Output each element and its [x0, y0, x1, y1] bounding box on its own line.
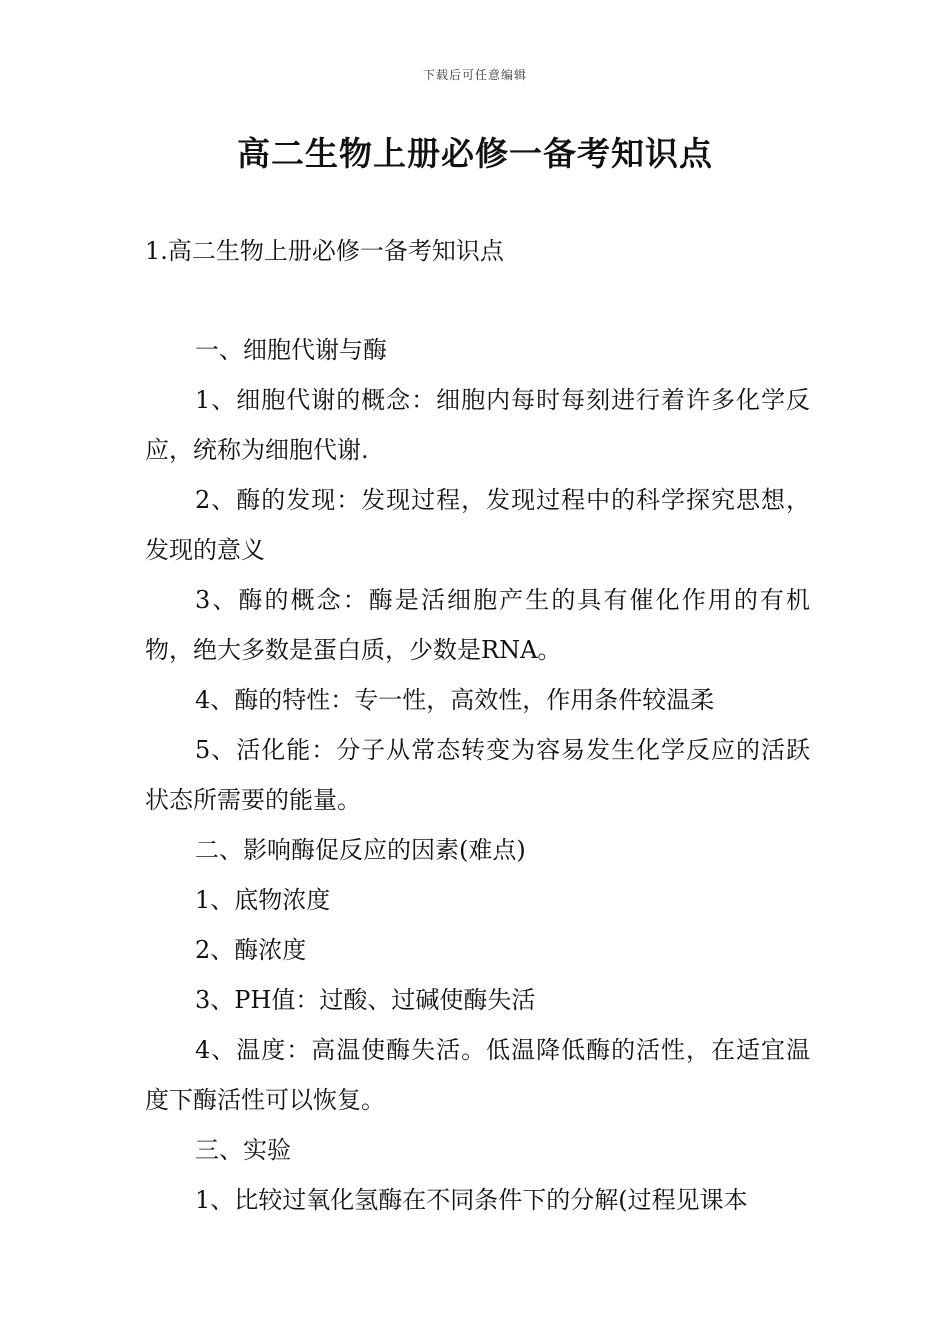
- paragraph-activation-energy: 5、活化能：分子从常态转变为容易发生化学反应的活跃状态所需要的能量。: [145, 736, 810, 814]
- paragraph-metabolism-concept: 1、细胞代谢的概念：细胞内每时每刻进行着许多化学反应，统称为细胞代谢.: [145, 386, 810, 464]
- paragraph-enzyme-discovery: 2、酶的发现：发现过程，发现过程中的科学探究思想，发现的意义: [145, 486, 810, 564]
- paragraph-temperature: 4、温度：高温使酶失活。低温降低酶的活性，在适宜温度下酶活性可以恢复。: [145, 1036, 810, 1114]
- paragraph-substrate-concentration: 1、底物浓度: [195, 886, 331, 914]
- header-note: 下载后可任意编辑: [422, 68, 527, 82]
- paragraph-experiment-1: 1、比较过氧化氢酶在不同条件下的分解(过程见课本: [195, 1186, 748, 1214]
- heading-cell-metabolism-enzyme: 一、细胞代谢与酶: [195, 336, 387, 364]
- page-title: 高二生物上册必修一备考知识点: [237, 134, 713, 173]
- paragraph-enzyme-concept: 3、酶的概念：酶是活细胞产生的具有催化作用的有机物，绝大多数是蛋白质，少数是RNA。: [145, 586, 810, 664]
- body-text: [145, 325, 810, 1225]
- paragraph-enzyme-properties: 4、酶的特性：专一性，高效性，作用条件较温柔: [195, 686, 715, 714]
- paragraph-enzyme-concentration: 2、酶浓度: [195, 936, 307, 964]
- heading-enzyme-factors: 二、影响酶促反应的因素(难点): [195, 836, 526, 864]
- heading-experiment: 三、实验: [195, 1136, 291, 1164]
- section-heading: 1.高二生物上册必修一备考知识点: [145, 237, 504, 265]
- paragraph-ph-value: 3、PH值：过酸、过碱使酶失活: [195, 986, 536, 1014]
